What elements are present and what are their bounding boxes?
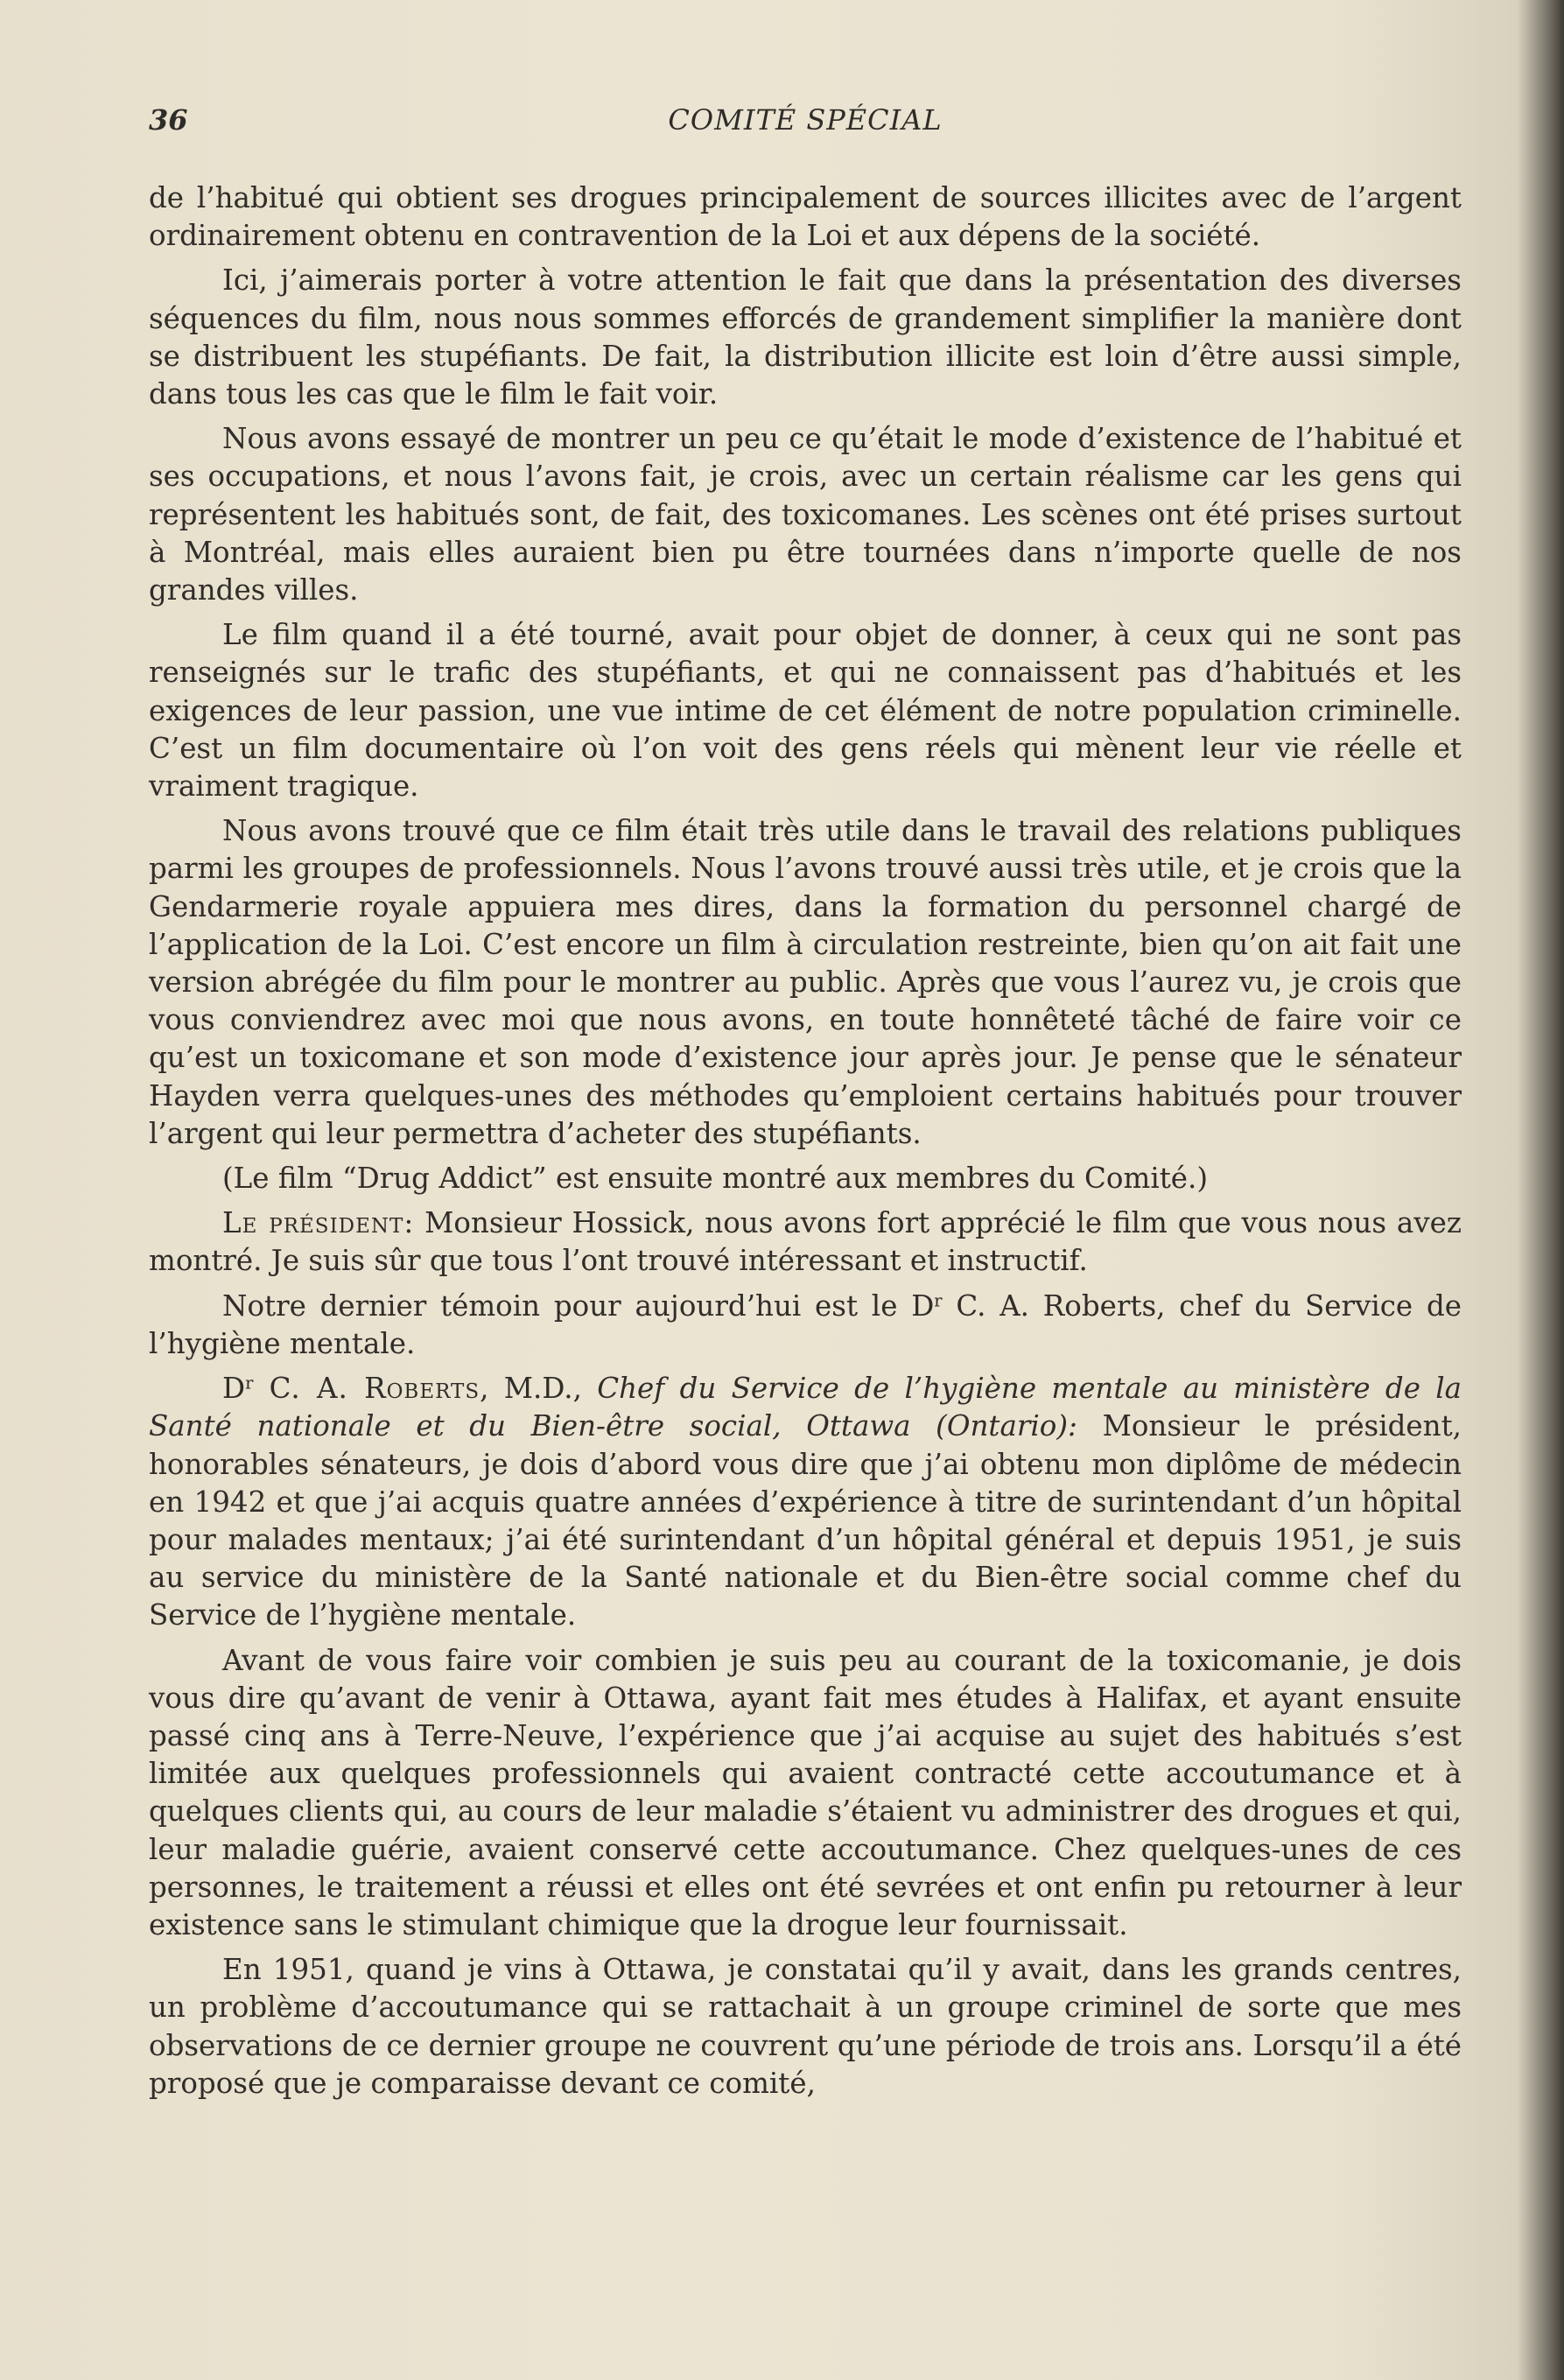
body-text: [149, 179, 1462, 2110]
paragraph-1: de l’habitué qui obtient ses drogues principalement de sources illicites avec de l’argent ordinairement obtenu en contravention de la Loi et aux dépens de la société.: [149, 181, 1462, 253]
paragraph-10: Avant de vous faire voir combien je suis peu au courant de la toxicomanie, je dois vous dire qu’avant de venir à Ottawa, ayant fait mes études à Halifax, et ayant ensuite passé cinq ans à Terre-Neuve, l’expérience que j’ai acquise au sujet des habitués s’est limitée aux quelques professionnels qui avaient contracté cette accoutumance et à quelques clients qui, au cours de leur maladie s’étaient vu administrer des drogues et qui, leur maladie guérie, avaient conservé cette accoutumance. Chez quelques-unes de ces personnes, le traitement a réussi et elles ont été sevrées et ont enfin pu retourner à leur existence sans le stimulant chimique que la drogue leur fournissait.: [149, 1643, 1462, 1941]
running-header: [149, 103, 1462, 147]
speaker-degree: , M.D.,: [480, 1372, 598, 1406]
running-title: COMITÉ SPÉCIAL: [668, 103, 943, 137]
paragraph-7: [149, 1204, 1462, 1280]
paragraph-2: Ici, j’aimerais porter à votre attention le fait que dans la présentation des diverses séquences du film, nous nous sommes efforcés de grandement simplifier la manière dont se distribuent les stupéfiants. De fait, la distribution illicite est loin d’être aussi simple, dans tous les cas que le film le fait voir.: [149, 263, 1462, 411]
paragraph-7-text: Monsieur Hossick, nous avons fort apprécié le film que vous nous avez montré. Je suis sûr que tous l’ont trouvé intéressant et instructif.: [149, 1206, 1462, 1278]
paragraph-11: En 1951, quand je vins à Ottawa, je constatai qu’il y avait, dans les grands centres, un problème d’accoutumance qui se rattachait à un groupe criminel de sorte que mes observations de ce dernier groupe ne couvrent qu’une période de trois ans. Lorsqu’il a été proposé que je comparaisse devant ce comité,: [149, 1953, 1462, 2100]
paragraph-3: Nous avons essayé de montrer un peu ce qu’était le mode d’existence de l’habitué et ses occupations, et nous l’avons fait, je crois, avec un certain réalisme car les gens qui représentent les habitués sont, de fait, des toxicomanes. Les scènes ont été prises surtout à Montréal, mais elles auraient bien pu être tournées dans n’importe quelle de nos grandes villes.: [149, 422, 1462, 607]
paragraph-8: [149, 1288, 1462, 1363]
paragraph-4: Le film quand il a été tourné, avait pour objet de donner, à ceux qui ne sont pas renseignés sur le trafic des stupéfiants, et qui ne connaissent pas d’habitués et les exigences de leur passion, une vue intime de cet élément de notre population criminelle. C’est un film documentaire où l’on voit des gens réels qui mènent leur vie réelle et vraiment tragique.: [149, 618, 1462, 804]
paragraph-8-superscript: r: [934, 1289, 943, 1310]
speaker-name: C. A. Roberts: [253, 1372, 480, 1406]
paragraph-5: Nous avons trouvé que ce film était très utile dans le travail des relations publiques parmi les groupes de professionnels. Nous l’avons trouvé aussi très utile, et je crois que la Gendarmerie royale appuiera mes dires, dans la formation du personnel chargé de l’application de la Loi. C’est encore un film à circulation restreinte, bien qu’on ait fait une version abrégée du film pour le montrer au public. Après que vous l’aurez vu, je crois que vous conviendrez avec moi que nous avons, en toute honnêteté tâché de faire voir ce qu’est un toxicomane et son mode d’existence jour après jour. Je pense que le sénateur Hayden verra quelques-unes des méthodes qu’emploient certains habitués pour trouver l’argent qui leur permettra d’acheter des stupéfiants.: [149, 814, 1462, 1150]
page-number: 36: [149, 103, 188, 137]
paragraph-9-text: Monsieur le président, honorables sénateurs, je dois d’abord vous dire que j’ai obtenu mon diplôme de médecin en 1942 et que j’ai acquis quatre années d’expérience à titre de surintendant d’un hôpital pour malades mentaux; j’ai été surintendant d’un hôpital général et depuis 1951, je suis au service du ministère de la Santé nationale et du Bien-être social comme chef du Service de l’hygiène mentale.: [149, 1409, 1462, 1632]
paragraph-8-after: C. A. Roberts, chef du Service de l’hygiène mentale.: [149, 1288, 1462, 1360]
paragraph-8-before: Notre dernier témoin pour aujourd’hui est le D: [222, 1288, 935, 1323]
speaker-prefix: D: [222, 1372, 246, 1406]
speaker-title: Chef du Service de l’hygiène mentale au ministère de la Santé nationale et du Bien-être social, Ottawa (Ontario):: [149, 1372, 1462, 1443]
paragraph-6-stage-direction: (Le film “Drug Addict” est ensuite montré aux membres du Comité.): [222, 1162, 1209, 1196]
speaker-president: Le président:: [222, 1206, 415, 1240]
speaker-prefix-superscript: r: [245, 1373, 254, 1394]
paragraph-9: [149, 1370, 1462, 1634]
